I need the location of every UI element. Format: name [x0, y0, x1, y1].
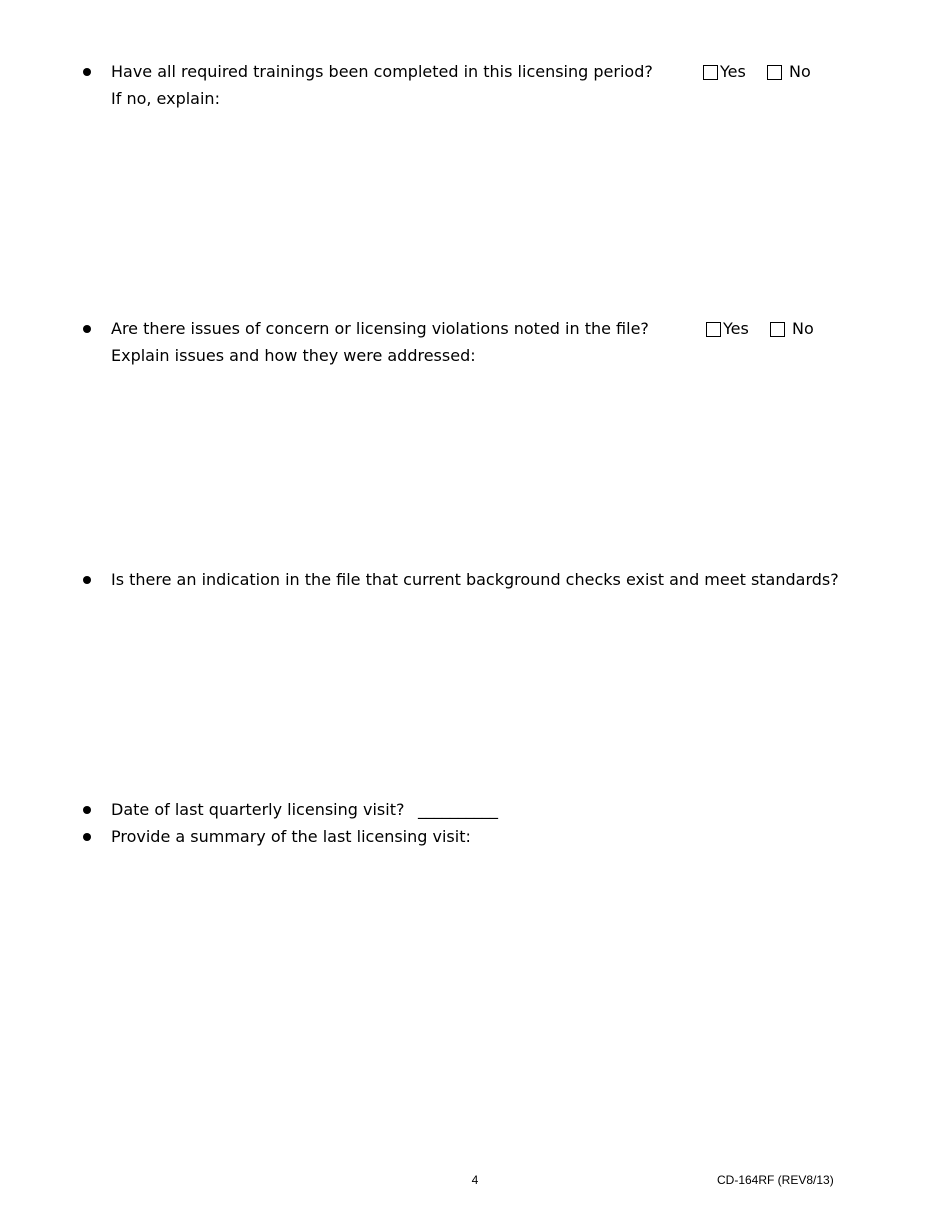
question-concerns-explain-label: Explain issues and how they were addressed:: [111, 346, 476, 365]
trainings-yes-label: Yes: [720, 62, 746, 81]
bullet-marker: [83, 325, 91, 333]
trainings-no-checkbox[interactable]: [767, 65, 782, 80]
trainings-yes-option[interactable]: [703, 62, 746, 82]
concerns-yes-checkbox[interactable]: [706, 322, 721, 337]
question-trainings-explain-label: If no, explain:: [111, 89, 220, 108]
concerns-no-checkbox[interactable]: [770, 322, 785, 337]
last-visit-date-blank[interactable]: __________: [418, 800, 498, 819]
question-trainings: Have all required trainings been completed in this licensing period?: [111, 62, 653, 81]
page-number: 4: [471, 1173, 479, 1187]
trainings-no-option[interactable]: [767, 62, 811, 82]
trainings-yes-checkbox[interactable]: [703, 65, 718, 80]
form-identifier: CD-164RF (REV8/13): [717, 1173, 834, 1187]
bullet-marker: [83, 576, 91, 584]
concerns-yes-option[interactable]: [706, 319, 749, 339]
trainings-no-label: No: [789, 62, 811, 81]
concerns-no-option[interactable]: [770, 319, 814, 339]
question-background-checks: Is there an indication in the file that current background checks exist and meet standards?: [111, 570, 839, 589]
bullet-marker: [83, 833, 91, 841]
bullet-marker: [83, 806, 91, 814]
question-concerns: Are there issues of concern or licensing violations noted in the file?: [111, 319, 649, 338]
question-visit-summary: Provide a summary of the last licensing visit:: [111, 827, 471, 846]
concerns-no-label: No: [792, 319, 814, 338]
question-last-visit-date: Date of last quarterly licensing visit?: [111, 800, 405, 819]
bullet-marker: [83, 68, 91, 76]
concerns-yes-label: Yes: [723, 319, 749, 338]
